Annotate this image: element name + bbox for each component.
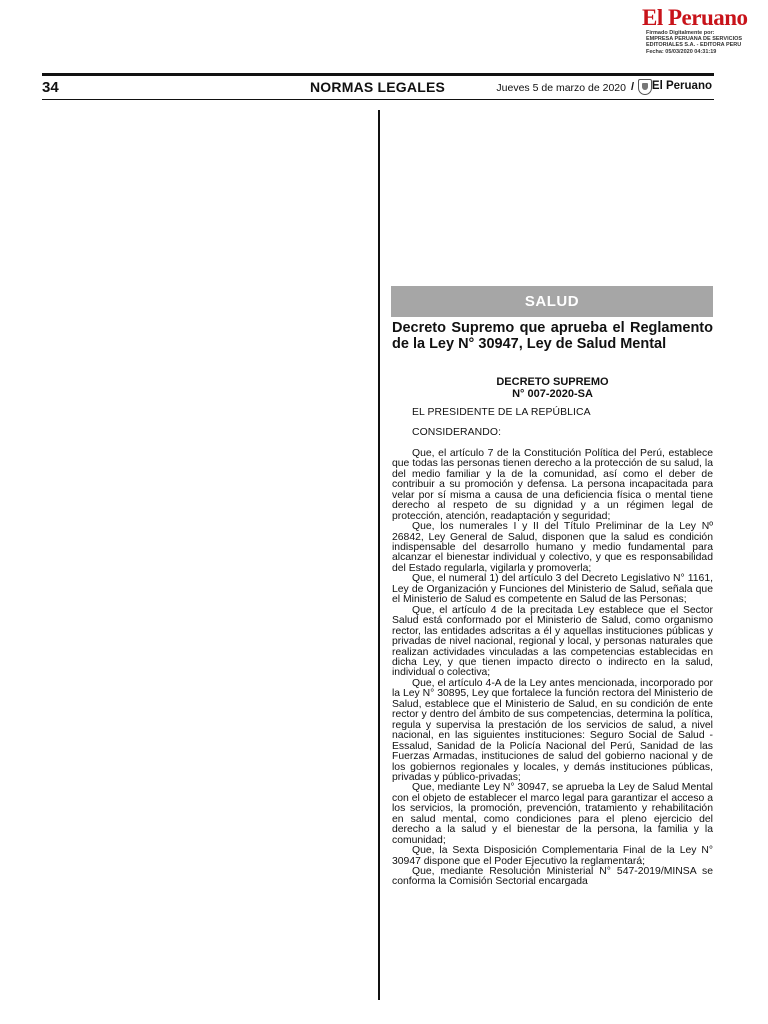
coat-of-arms-icon xyxy=(638,79,652,95)
paragraph: Que, el numeral 1) del artículo 3 del Decreto Legislativo N° 1161, Ley de Organización y Funciones del Ministerio de Salud, señala que el Ministerio de Salud es competente en Salud de las Personas; xyxy=(392,573,713,606)
signature-line: Fecha: 05/03/2020 04:31:19 xyxy=(646,48,717,55)
el-peruano-logo: El Peruano xyxy=(642,5,748,30)
section-banner: SALUD xyxy=(391,286,713,317)
issuer-line: EL PRESIDENTE DE LA REPÚBLICA xyxy=(412,407,591,418)
paragraph: Que, la Sexta Disposición Complementaria Final de la Ley N° 30947 dispone que el Poder Ejecutivo la reglamentará; xyxy=(392,845,713,867)
column-divider xyxy=(378,110,380,1000)
paragraph: Que, el artículo 7 de la Constitución Política del Perú, establece que todas las personas tienen derecho a la protección de su salud, la del medio familiar y la de la comunidad, así como el deber de contribuir a su promoción y defensa. La persona incapacitada para velar por sí misma a causa de una deficiencia física o mental tiene derecho al respeto de su dignidad y a un régimen legal de protección, atención, readaptación y seguridad; xyxy=(392,447,713,522)
paragraph: Que, mediante Resolución Ministerial N° 547-2019/MINSA se conforma la Comisión Sectorial encargada xyxy=(392,866,713,888)
page-number: 34 xyxy=(42,79,59,96)
document-title: Decreto Supremo que aprueba el Reglamento de la Ley N° 30947, Ley de Salud Mental xyxy=(392,320,713,352)
section-name: NORMAS LEGALES xyxy=(310,79,446,95)
decree-heading xyxy=(392,376,713,400)
page-header xyxy=(42,78,714,98)
document-body xyxy=(392,405,713,888)
decree-number: N° 007-2020-SA xyxy=(512,388,593,400)
publication-date: Jueves 5 de marzo de 2020 xyxy=(496,82,626,94)
paragraph: Que, el artículo 4 de la precitada Ley establece que el Sector Salud está conformado por el Ministerio de Salud, como organismo rector, las entidades adscritas a él y aquellas instituciones públicas y privadas de nivel nacional, regional y local, y personas naturales que realizan actividades vinculadas a las competencias establecidas en dicha Ley, y que tienen impacto directo o indirecto en la salud, individual o colectiva; xyxy=(392,604,713,679)
newspaper-name: El Peruano xyxy=(651,80,712,92)
signature-line: EDITORIALES S.A. - EDITORA PERU xyxy=(646,42,742,49)
header-separator: / xyxy=(630,81,634,93)
paragraph: Que, mediante Ley N° 30947, se aprueba la Ley de Salud Mental con el objeto de establecer el marco legal para garantizar el acceso a los servicios, la promoción, prevención, tratamiento y rehabilitación en salud mental, como condiciones para el pleno ejercicio del derecho a la salud y el bienestar de la persona, la familia y la comunidad; xyxy=(392,782,713,846)
paragraph: Que, el artículo 4-A de la Ley antes mencionada, incorporado por la Ley N° 30895, Ley que fortalece la función rectora del Ministerio de Salud, establece que el Ministerio de Salud, en su condición de ente rector y dentro del ámbito de sus competencias, determina la política, regula y supervisa la prestación de los servicios de salud, a nivel nacional, en las siguientes instituciones: Seguro Social de Salud - Essalud, Sanidad de la Policía Nacional del Perú, Sanidad de las Fuerzas Armadas, instituciones de salud del gobierno nacional y de los gobiernos regionales y locales, y demás instituciones públicas, privadas y público-privadas; xyxy=(392,677,713,783)
signature-line: Firmado Digitalmente por: xyxy=(646,30,715,36)
paragraph: Que, los numerales I y II del Título Preliminar de la Ley Nº 26842, Ley General de Salud, disponen que la salud es condición indispensable del desarrollo humano y medio fundamental para alcanzar el bienestar individual y colectivo, y que es responsabilidad del Estado regularla, vigilarla y promoverla; xyxy=(392,521,713,574)
decree-type: DECRETO SUPREMO xyxy=(496,376,609,388)
digital-signature-stamp xyxy=(646,30,764,55)
considerando-heading: CONSIDERANDO: xyxy=(412,427,502,439)
header-top-rule xyxy=(42,73,714,76)
header-bottom-rule xyxy=(42,99,714,100)
signature-line: EMPRESA PERUANA DE SERVICIOS xyxy=(646,36,743,43)
